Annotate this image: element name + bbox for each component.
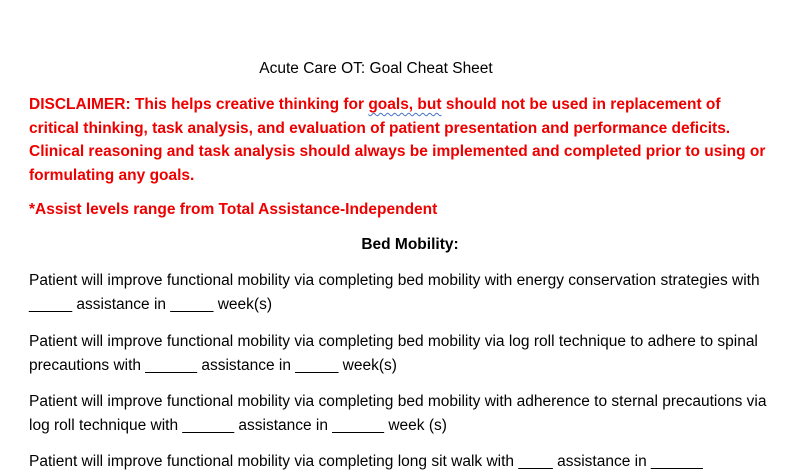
goal-text: Patient will improve functional mobility via completing bed mobility via log roll technique to adhere to spinal precautions with ______ assistance in _____ week(s) xyxy=(29,333,763,374)
disclaimer-rest-text: should not be used in replacement of critical thinking, task analysis, and evaluation of patient presentation and performance deficits. Clinical reasoning and task analysis should always be implemented and completed prior to using or formulating any goals. xyxy=(29,96,766,184)
goal-text: Patient will improve functional mobility via completing long sit walk with ____ assistance in ______ xyxy=(29,453,703,470)
goal-paragraph xyxy=(29,390,781,437)
assist-levels-note: *Assist levels range from Total Assistance-Independent xyxy=(29,201,438,218)
goal-paragraph xyxy=(29,450,781,474)
disclaimer-paragraph xyxy=(29,93,769,187)
goal-text: Patient will improve functional mobility via completing bed mobility with energy conservation strategies with _____ assistance in _____ week(s) xyxy=(29,272,764,313)
goal-text: Patient will improve functional mobility via completing bed mobility with adherence to sternal precautions via log roll technique with ______ assistance in ______ week (s) xyxy=(29,393,771,434)
goal-paragraph xyxy=(29,269,781,316)
document-title: Acute Care OT: Goal Cheat Sheet xyxy=(259,60,493,77)
goal-paragraph xyxy=(29,330,781,377)
section-heading-bed-mobility: Bed Mobility: xyxy=(361,236,459,253)
disclaimer-lead-text: DISCLAIMER: This helps creative thinking for xyxy=(29,96,369,113)
spellcheck-flagged-text[interactable]: goals, but xyxy=(368,96,442,113)
